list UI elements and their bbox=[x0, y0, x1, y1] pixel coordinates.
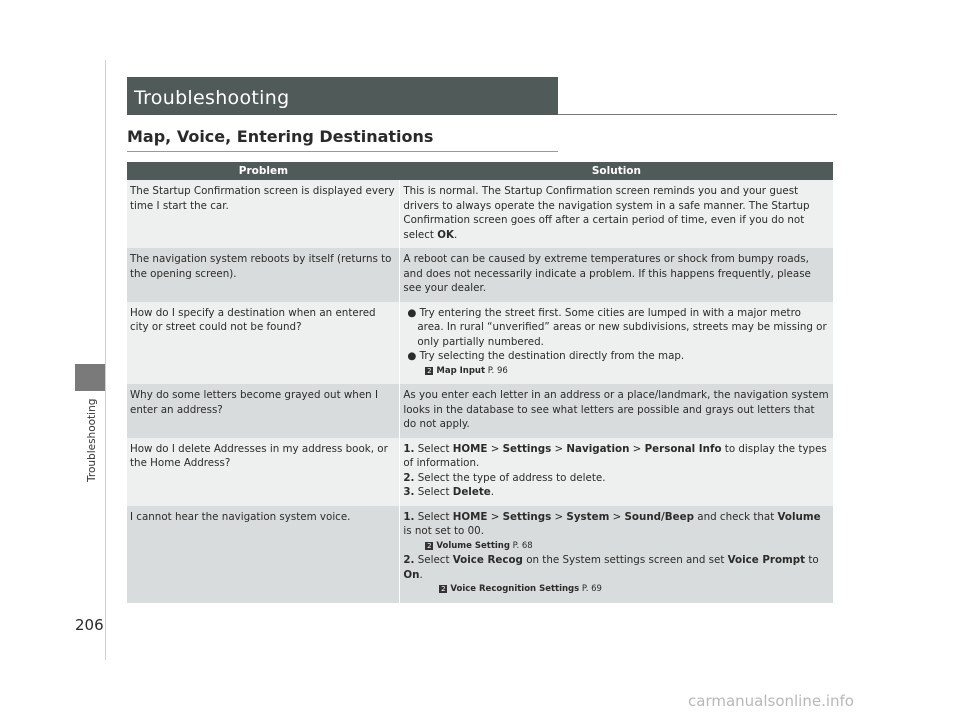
step-text: Select bbox=[417, 510, 453, 523]
troubleshooting-table bbox=[127, 162, 833, 603]
solution-cell: A reboot can be caused by extreme temperatures or shock from bumpy roads, and does not necessarily indicate a problem. If this happens frequently, please see your dealer. bbox=[400, 248, 833, 302]
reference-page: P. 96 bbox=[487, 365, 508, 376]
solution-cell bbox=[400, 302, 833, 385]
separator: > bbox=[487, 510, 503, 523]
step-text: Select bbox=[417, 442, 453, 455]
reference-arrow-icon: 2 bbox=[427, 541, 432, 550]
section-subtitle: Map, Voice, Entering Destinations bbox=[127, 127, 434, 146]
table-row bbox=[127, 248, 833, 302]
step-text: to display the types of information. bbox=[403, 442, 827, 469]
section-tab bbox=[75, 364, 105, 391]
cross-reference-link[interactable] bbox=[403, 539, 830, 554]
problem-cell: The Startup Confirmation screen is displayed every time I start the car. bbox=[127, 180, 400, 248]
header-problem: Problem bbox=[127, 162, 400, 180]
side-section-label: Troubleshooting bbox=[86, 398, 98, 482]
step-text: and check that bbox=[693, 510, 778, 523]
separator: > bbox=[487, 442, 503, 455]
solution-text: This is normal. The Startup Confirmation screen reminds you and your guest drivers to always operate the navigation system in a safe manner. The Startup Confirmation screen goes off after a certain period of time, even if you do not select bbox=[403, 185, 810, 241]
keyword: Delete bbox=[452, 486, 491, 498]
header-solution: Solution bbox=[400, 162, 833, 180]
cross-reference-link[interactable] bbox=[403, 582, 830, 597]
step-item bbox=[403, 471, 830, 486]
step-item bbox=[403, 553, 830, 582]
problem-cell: How do I delete Addresses in my address book, or the Home Address? bbox=[127, 438, 400, 506]
reference-label: Map Input bbox=[436, 365, 486, 376]
reference-arrow-icon: 2 bbox=[427, 366, 432, 375]
solution-text-end: . bbox=[453, 228, 458, 241]
bullet-icon: ● bbox=[407, 350, 417, 362]
keyword-ok: OK bbox=[437, 228, 454, 241]
problem-cell: How do I specify a destination when an entered city or street could not be found? bbox=[127, 302, 400, 385]
step-text: is not set to 00. bbox=[403, 525, 485, 537]
bullet-item bbox=[403, 349, 830, 364]
table-row bbox=[127, 384, 833, 438]
problem-cell: The navigation system reboots by itself (returns to the opening screen). bbox=[127, 248, 400, 302]
keyword: HOME bbox=[452, 510, 488, 523]
keyword: Settings bbox=[502, 442, 552, 455]
subtitle-rule bbox=[127, 151, 558, 152]
table-header-row bbox=[127, 162, 833, 180]
keyword: Volume bbox=[777, 510, 821, 523]
watermark: carmanualsonline.info bbox=[688, 692, 854, 710]
separator: > bbox=[551, 510, 567, 523]
bullet-item bbox=[403, 306, 830, 350]
keyword: Settings bbox=[502, 510, 552, 523]
separator: > bbox=[629, 442, 645, 455]
step-text: Select bbox=[417, 554, 453, 566]
solution-cell bbox=[400, 180, 833, 248]
step-text: Select the type of address to delete. bbox=[417, 471, 606, 484]
bullet-icon: ● bbox=[407, 306, 417, 319]
step-number: 3. bbox=[403, 486, 415, 498]
step-number: 1. bbox=[403, 442, 415, 455]
page-number: 206 bbox=[75, 616, 104, 634]
keyword: Voice Prompt bbox=[727, 554, 806, 566]
separator: > bbox=[551, 442, 567, 455]
table-row bbox=[127, 438, 833, 506]
step-item bbox=[403, 510, 830, 539]
step-text: . bbox=[490, 486, 495, 498]
solution-cell bbox=[400, 438, 833, 506]
step-text: . bbox=[419, 568, 423, 581]
problem-cell: I cannot hear the navigation system voice. bbox=[127, 506, 400, 603]
step-item bbox=[403, 442, 830, 471]
reference-label: Voice Recognition Settings bbox=[450, 584, 580, 594]
side-divider bbox=[105, 60, 106, 660]
table-row bbox=[127, 302, 833, 385]
title-rule bbox=[558, 114, 837, 115]
step-number: 2. bbox=[403, 471, 415, 484]
keyword: On bbox=[403, 568, 420, 581]
table-row bbox=[127, 506, 833, 603]
reference-label: Volume Setting bbox=[436, 540, 510, 551]
problem-cell: Why do some letters become grayed out when I enter an address? bbox=[127, 384, 400, 438]
separator: > bbox=[609, 510, 625, 523]
step-item bbox=[403, 485, 830, 500]
reference-page: P. 69 bbox=[581, 584, 602, 594]
step-text: Select bbox=[417, 486, 453, 498]
table-row bbox=[127, 180, 833, 248]
step-number: 2. bbox=[403, 554, 415, 566]
bullet-text: Try selecting the destination directly from the map. bbox=[419, 350, 685, 362]
step-text: to bbox=[805, 554, 819, 566]
keyword: System bbox=[566, 510, 610, 523]
keyword: Sound/Beep bbox=[624, 510, 694, 523]
keyword: Navigation bbox=[566, 442, 630, 455]
reference-arrow-icon: 2 bbox=[441, 585, 446, 593]
cross-reference-link[interactable] bbox=[403, 364, 830, 379]
bullet-text: Try entering the street first. Some cities are lumped in with a major metro area. In rural “unverified” areas or new subdivisions, streets may be missing or only partially numbered. bbox=[417, 306, 827, 348]
reference-page: P. 68 bbox=[512, 540, 533, 551]
solution-cell bbox=[400, 506, 833, 603]
keyword: HOME bbox=[452, 442, 488, 455]
keyword: Voice Recog bbox=[452, 554, 523, 566]
keyword: Personal Info bbox=[644, 442, 722, 455]
step-text: on the System settings screen and set bbox=[522, 554, 728, 566]
step-number: 1. bbox=[403, 510, 415, 523]
solution-cell: As you enter each letter in an address or a place/landmark, the navigation system looks in the database to see what letters are possible and grays out letters that do not apply. bbox=[400, 384, 833, 438]
page-title: Troubleshooting bbox=[134, 87, 290, 109]
